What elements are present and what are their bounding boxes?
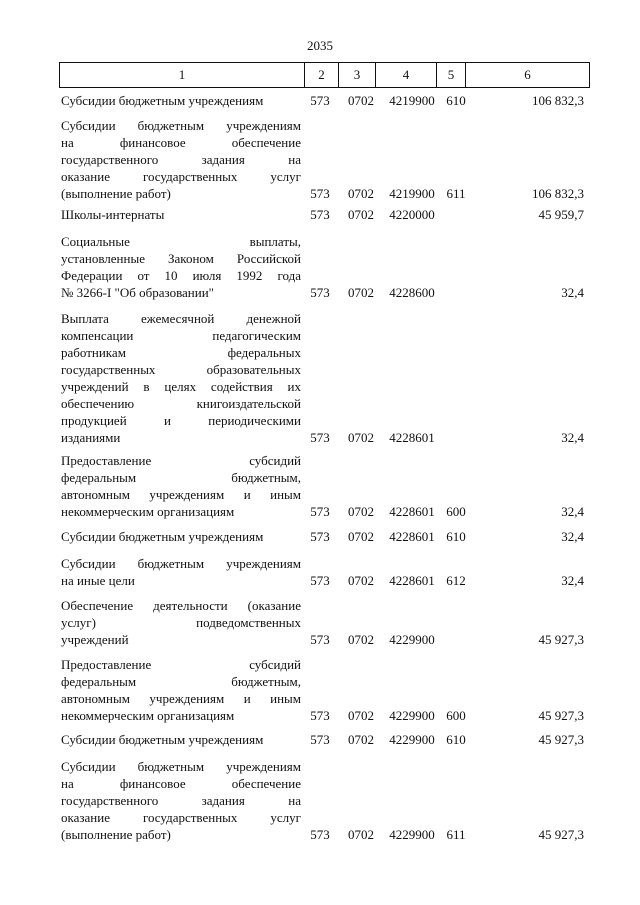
row-target-article: 4228601	[389, 573, 435, 588]
row-target-article: 4228600	[389, 285, 435, 300]
row-name-line: государственного задания на	[61, 793, 301, 808]
row-name-line: Предоставление субсидий	[61, 453, 301, 468]
row-name-line: Субсидии бюджетным учреждениям	[61, 93, 264, 108]
row-name	[61, 206, 301, 223]
row-section: 0702	[348, 430, 374, 445]
row-name-line: Социальные выплаты,	[61, 234, 301, 249]
row-name-line: (выполнение работ)	[61, 827, 171, 842]
row-name-line: изданиями	[61, 430, 121, 445]
row-name-line: оказание государственных услуг	[61, 810, 301, 825]
row-amount: 32,4	[561, 285, 584, 300]
row-expense-type: 611	[446, 186, 466, 201]
row-name-line: обеспечению книгоиздательской	[61, 396, 301, 411]
row-chapter: 573	[310, 573, 330, 588]
row-name-line: государственного задания на	[61, 152, 301, 167]
row-name	[61, 528, 301, 545]
row-amount: 45 927,3	[538, 827, 584, 842]
row-section: 0702	[348, 708, 374, 723]
row-name-line: автономным учреждениям и иным	[61, 487, 301, 502]
row-expense-type: 610	[446, 732, 466, 747]
row-expense-type: 612	[446, 573, 466, 588]
row-chapter: 573	[310, 827, 330, 842]
row-chapter: 573	[310, 430, 330, 445]
row-target-article: 4228601	[389, 529, 435, 544]
row-target-article: 4229900	[389, 632, 435, 647]
row-name-line: работникам федеральных	[61, 345, 301, 360]
row-expense-type: 611	[446, 827, 466, 842]
row-name-line: учреждений	[61, 632, 129, 647]
column-header-2: 2	[305, 63, 339, 88]
row-name-line: федеральным бюджетным,	[61, 470, 301, 485]
row-section: 0702	[348, 186, 374, 201]
row-target-article: 4228601	[389, 430, 435, 445]
row-name-line: оказание государственных услуг	[61, 169, 301, 184]
row-name	[61, 92, 301, 109]
row-expense-type: 610	[446, 93, 466, 108]
row-name-line: (выполнение работ)	[61, 186, 171, 201]
row-amount: 32,4	[561, 573, 584, 588]
row-name-line: компенсации педагогическим	[61, 328, 301, 343]
row-name-line: учреждений в целях содействия их	[61, 379, 301, 394]
row-section: 0702	[348, 529, 374, 544]
row-name-line: Федерации от 10 июля 1992 года	[61, 268, 301, 283]
row-chapter: 573	[310, 207, 330, 222]
row-target-article: 4219900	[389, 186, 435, 201]
row-section: 0702	[348, 632, 374, 647]
row-chapter: 573	[310, 504, 330, 519]
row-name-line: № 3266-I "Об образовании"	[61, 285, 214, 300]
row-name-line: на финансовое обеспечение	[61, 135, 301, 150]
row-name	[61, 555, 301, 589]
row-chapter: 573	[310, 732, 330, 747]
row-name-line: некоммерческим организациям	[61, 708, 235, 723]
row-section: 0702	[348, 827, 374, 842]
row-expense-type: 600	[446, 708, 466, 723]
row-amount: 32,4	[561, 430, 584, 445]
row-name-line: Выплата ежемесячной денежной	[61, 311, 301, 326]
row-chapter: 573	[310, 186, 330, 201]
row-name-line: Субсидии бюджетным учреждениям	[61, 732, 264, 747]
row-amount: 106 832,3	[532, 186, 584, 201]
row-name-line: на иные цели	[61, 573, 135, 588]
column-header-1: 1	[60, 63, 305, 88]
row-name-line: услуг) подведомственных	[61, 615, 301, 630]
row-section: 0702	[348, 732, 374, 747]
row-name-line: некоммерческим организациям	[61, 504, 235, 519]
row-name-line: федеральным бюджетным,	[61, 674, 301, 689]
row-target-article: 4220000	[389, 207, 435, 222]
row-section: 0702	[348, 93, 374, 108]
row-expense-type: 600	[446, 504, 466, 519]
row-section: 0702	[348, 504, 374, 519]
column-header-6: 6	[466, 63, 590, 88]
page-number: 2035	[307, 38, 333, 53]
row-name-line: Предоставление субсидий	[61, 657, 301, 672]
row-amount: 45 927,3	[538, 732, 584, 747]
column-header-4: 4	[376, 63, 437, 88]
row-name	[61, 731, 301, 748]
row-name-line: Субсидии бюджетным учреждениям	[61, 529, 264, 544]
row-target-article: 4229900	[389, 827, 435, 842]
row-name-line: Субсидии бюджетным учреждениям	[61, 759, 301, 774]
row-name-line: Субсидии бюджетным учреждениям	[61, 556, 301, 571]
row-name	[61, 117, 301, 202]
row-amount: 45 927,3	[538, 708, 584, 723]
row-amount: 32,4	[561, 504, 584, 519]
row-name-line: установленные Законом Российской	[61, 251, 301, 266]
row-amount: 45 927,3	[538, 632, 584, 647]
row-chapter: 573	[310, 93, 330, 108]
row-name	[61, 656, 301, 724]
row-name	[61, 233, 301, 301]
row-target-article: 4229900	[389, 708, 435, 723]
row-amount: 106 832,3	[532, 93, 584, 108]
row-name-line: Субсидии бюджетным учреждениям	[61, 118, 301, 133]
row-section: 0702	[348, 573, 374, 588]
row-name	[61, 758, 301, 843]
row-expense-type: 610	[446, 529, 466, 544]
row-name	[61, 310, 301, 446]
column-header-3: 3	[339, 63, 376, 88]
row-section: 0702	[348, 285, 374, 300]
row-name-line: Обеспечение деятельности (оказание	[61, 598, 301, 613]
row-name-line: на финансовое обеспечение	[61, 776, 301, 791]
row-name	[61, 452, 301, 520]
row-name-line: автономным учреждениям и иным	[61, 691, 301, 706]
row-name	[61, 597, 301, 648]
column-header-5: 5	[437, 63, 466, 88]
row-name-line: продукцией и периодическими	[61, 413, 301, 428]
row-target-article: 4228601	[389, 504, 435, 519]
row-name-line: Школы-интернаты	[61, 207, 165, 222]
row-target-article: 4219900	[389, 93, 435, 108]
row-chapter: 573	[310, 632, 330, 647]
row-chapter: 573	[310, 529, 330, 544]
row-amount: 45 959,7	[538, 207, 584, 222]
row-target-article: 4229900	[389, 732, 435, 747]
row-chapter: 573	[310, 708, 330, 723]
row-section: 0702	[348, 207, 374, 222]
row-amount: 32,4	[561, 529, 584, 544]
row-chapter: 573	[310, 285, 330, 300]
row-name-line: государственных образовательных	[61, 362, 301, 377]
